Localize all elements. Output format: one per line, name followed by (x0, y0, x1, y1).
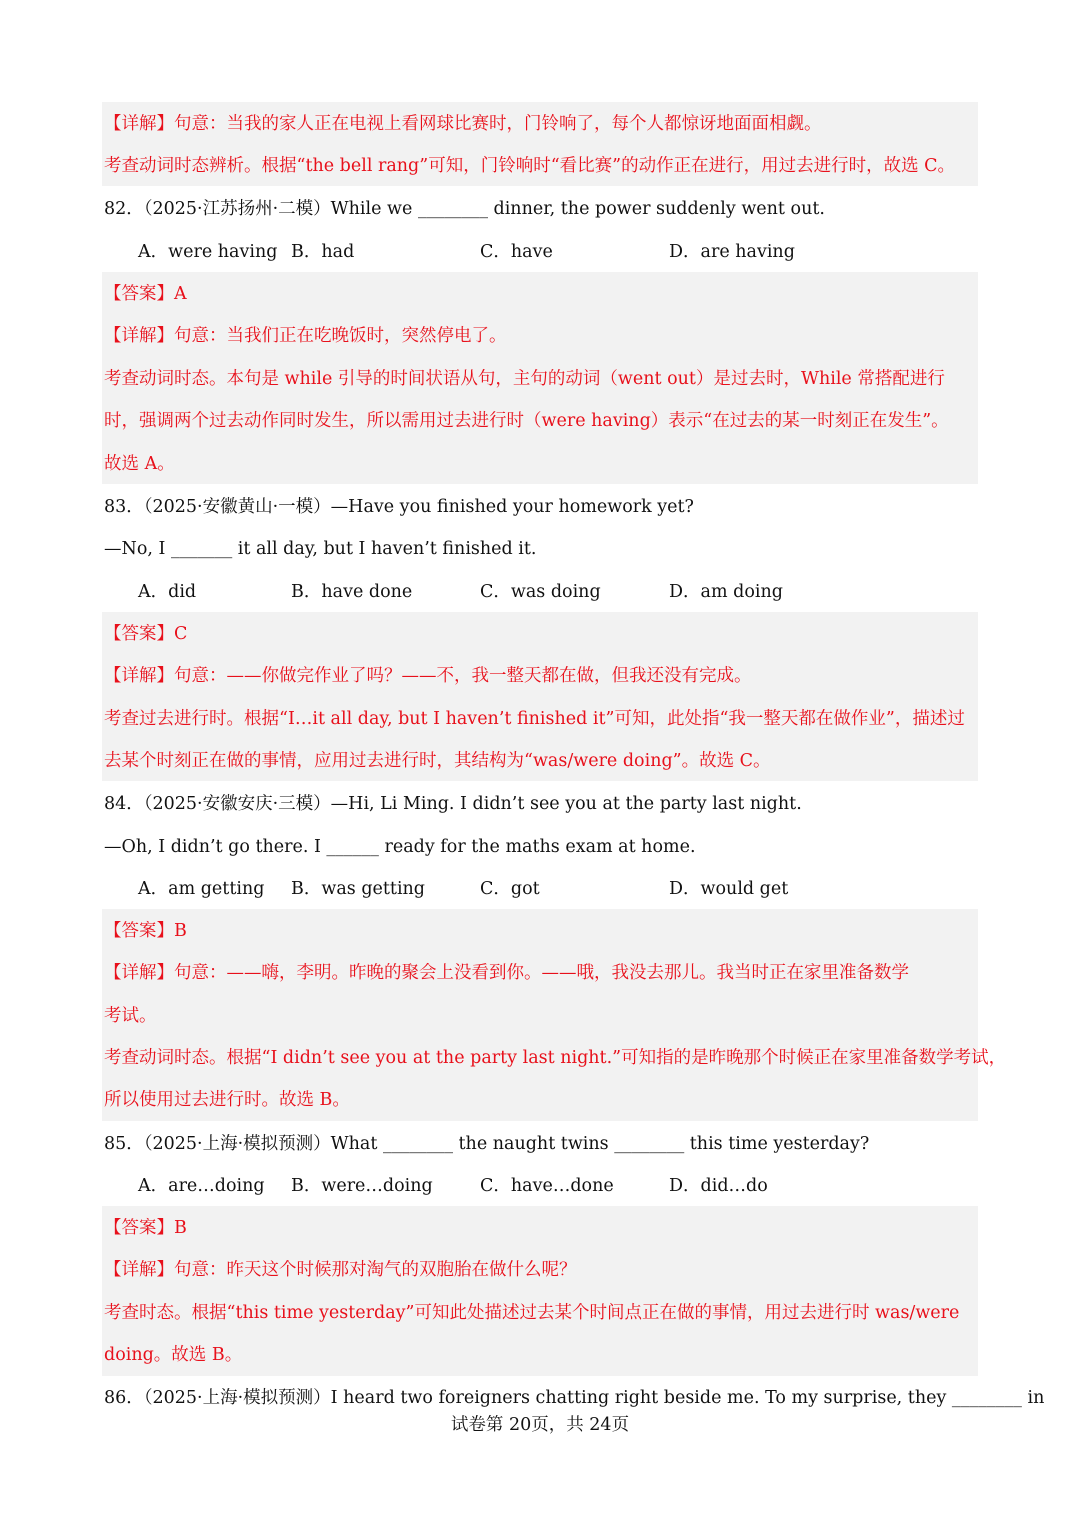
q83-detail-line1: 【详解】句意：——你做完作业了吗？——不，我一整天都在做，但我还没有完成。 (104, 666, 752, 686)
page-footer: 试卷第 20页，共 24页 (450, 1415, 630, 1435)
q83-option-d: D．am doing (669, 582, 783, 602)
q85-detail-line2: 考查时态。根据“this time yesterday”可知此处描述过去某个时间点正在做的事情，用过去进行时 was/were (104, 1303, 960, 1323)
q83-detail-line3: 去某个时刻正在做的事情，应用过去进行时，其结构为“was/were doing”。故选 C。 (104, 751, 771, 771)
q83-detail-line2: 考查过去进行时。根据“I…it all day, but I haven’t finished it”可知，此处指“我一整天都在做作业”，描述过 (104, 709, 965, 729)
q82-detail-line1: 【详解】句意：当我们正在吃晚饭时，突然停电了。 (104, 326, 507, 346)
q83-stem: 83．（2025·安徽黄山·一模）—Have you finished your homework yet? (104, 497, 694, 517)
q85-detail-line1: 【详解】句意：昨天这个时候那对淘气的双胞胎在做什么呢？ (104, 1260, 577, 1280)
q83-option-a: A．did (138, 582, 197, 602)
q84-stem-line2: —Oh, I didn’t go there. I ______ ready for the maths exam at home. (104, 837, 696, 857)
q82-option-b: B．had (291, 242, 355, 262)
q84-detail-line4: 所以使用过去进行时。故选 B。 (104, 1090, 350, 1110)
q84-detail-line2: 考试。 (104, 1006, 157, 1026)
q85-option-c: C．have…done (480, 1176, 614, 1196)
q83-option-c: C．was doing (480, 582, 601, 602)
q81-detail-line2: 考查动词时态辨析。根据“the bell rang”可知，门铃响时“看比赛”的动作正在进行，用过去进行时，故选 C。 (104, 156, 956, 176)
q85-option-b: B．were…doing (291, 1176, 433, 1196)
q84-answer: 【答案】B (104, 921, 187, 941)
q84-option-d: D．would get (669, 879, 789, 899)
q82-answer: 【答案】A (104, 284, 187, 304)
q82-option-d: D．are having (669, 242, 795, 262)
q85-option-a: A．are…doing (138, 1176, 265, 1196)
q82-stem: 82．（2025·江苏扬州·二模）While we ________ dinner, the power suddenly went out. (104, 199, 825, 219)
q82-option-a: A．were having (138, 242, 278, 262)
q84-option-c: C．got (480, 879, 540, 899)
q86-stem: 86．（2025·上海·模拟预测）I heard two foreigners chatting right beside me. To my surprise, they ________ in (104, 1388, 1045, 1408)
q81-detail-line1: 【详解】句意：当我的家人正在电视上看网球比赛时，门铃响了，每个人都惊讶地面面相觑。 (104, 114, 822, 134)
q83-option-b: B．have done (291, 582, 413, 602)
q82-detail-line4: 故选 A。 (104, 454, 175, 474)
q84-stem: 84．（2025·安徽安庆·三模）—Hi, Li Ming. I didn’t see you at the party last night. (104, 794, 802, 814)
q84-detail-line1: 【详解】句意：——嗨，李明。昨晚的聚会上没看到你。——哦，我没去那儿。我当时正在家里准备数学 (104, 963, 909, 983)
q82-option-c: C．have (480, 242, 553, 262)
q84-option-b: B．was getting (291, 879, 426, 899)
q84-option-a: A．am getting (138, 879, 265, 899)
q83-stem-line2: —No, I _______ it all day, but I haven’t finished it. (104, 539, 537, 559)
q82-detail-line2: 考查动词时态。本句是 while 引导的时间状语从句，主句的动词（went out）是过去时，While 常搭配进行 (104, 369, 945, 389)
q83-answer: 【答案】C (104, 624, 188, 644)
q85-option-d: D．did…do (669, 1176, 768, 1196)
q85-stem: 85．（2025·上海·模拟预测）What ________ the naught twins ________ this time yesterday? (104, 1134, 870, 1154)
q85-detail-line3: doing。故选 B。 (104, 1345, 243, 1365)
q82-detail-line3: 时，强调两个过去动作同时发生，所以需用过去进行时（were having）表示“在过去的某一时刻正在发生”。 (104, 411, 949, 431)
q84-detail-line3: 考查动词时态。根据“I didn’t see you at the party last night.”可知指的是昨晚那个时候正在家里准备数学考试， (104, 1048, 1007, 1068)
q85-answer: 【答案】B (104, 1218, 187, 1238)
